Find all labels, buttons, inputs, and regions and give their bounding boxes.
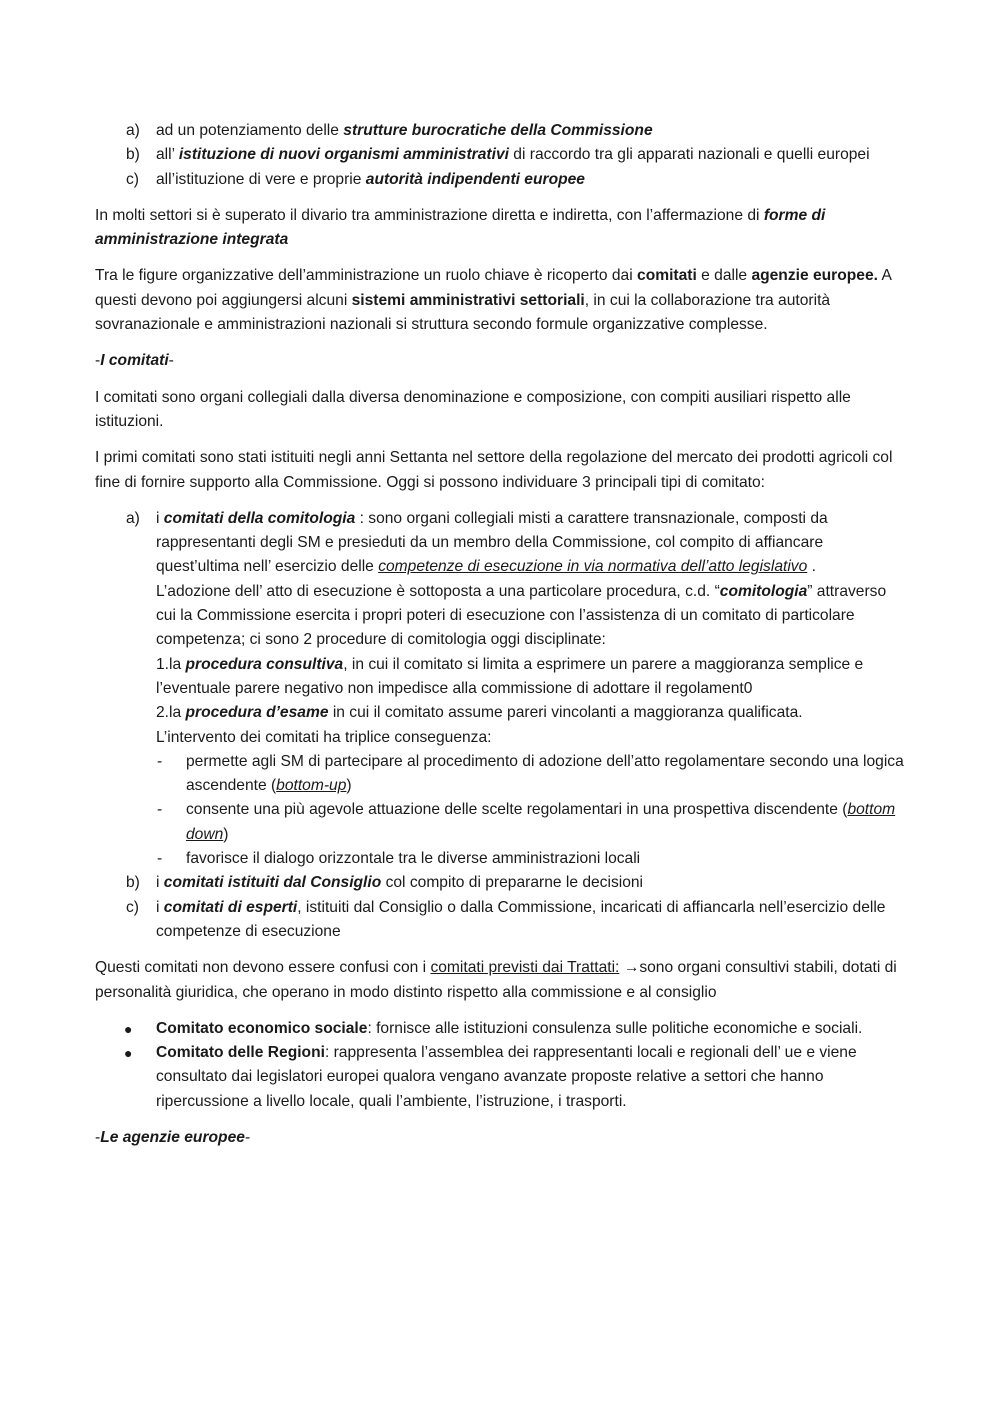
list-text: , istituiti dal Consiglio o dalla Commissione, incaricati di affiancarla nell’esercizio delle competenze di esecuzione (156, 898, 886, 940)
dash-list-item (95, 750, 905, 799)
list-text: ” attraverso cui la Commissione esercita i propri poteri di esecuzione con l’assistenza di un comitato di particolare competenza; ci sono 2 procedure di comitologia oggi disciplinate: (156, 582, 887, 649)
intervento-text: L’intervento dei comitati ha triplice conseguenza: (156, 728, 492, 746)
bullet-bold: Comitato delle Regioni (156, 1044, 325, 1062)
list-emphasis: istituzione di nuovi organismi amministrativi (178, 146, 509, 164)
bullet-icon: ● (124, 1020, 133, 1037)
list-text: , in cui il comitato si limita a esprimere un parere a maggioranza semplice e l’eventuale parere negativo non impedisce alla commissione di adottare il regolament0 (156, 655, 864, 697)
paragraph-text: , in cui la collaborazione tra autorità sovranazionale e amministrazioni nazionali si struttura secondo formule organizzative complesse. (95, 291, 831, 334)
list-item (95, 168, 905, 192)
list-text: all’istituzione di vere e proprie (156, 170, 366, 188)
heading-dash: - (244, 1128, 251, 1146)
list-text: all’ (156, 146, 179, 164)
intro-list (95, 119, 905, 192)
list-label: b) (126, 146, 140, 164)
paragraph-text: Questi comitati non devono essere confusi con i (95, 959, 431, 977)
list-item (95, 119, 905, 143)
underlined-text: comitati previsti dai Trattati: (430, 959, 620, 977)
procedure-esame (156, 701, 905, 725)
document-body (95, 119, 905, 1162)
list-text: 1.la (156, 655, 186, 673)
list-emphasis: autorità indipendenti europee (365, 170, 585, 188)
list-text: permette agli SM di partecipare al procedimento di adozione dell’atto regolamentare secondo una logica ascendente ( (186, 752, 904, 795)
list-emphasis: procedura d’esame (185, 704, 329, 722)
paragraph-text: Tra le figure organizzative dell’amministrazione un ruolo chiave è ricoperto dai (95, 267, 638, 285)
paragraph-bold: sistemi amministrativi settoriali (351, 291, 585, 309)
heading-dash: - (95, 1128, 101, 1146)
procedure-consultiva (156, 653, 905, 702)
paragraph-comitati-history: I primi comitati sono stati istituiti negli anni Settanta nel settore della regolazione del mercato dei prodotti agricoli col fine di fornire supporto alla Commissione. Oggi si possono individuare 3 principali tipi di comitato: (95, 449, 893, 491)
list-text: favorisce il dialogo orizzontale tra le diverse amministrazioni locali (186, 850, 641, 868)
list-text: i (156, 509, 164, 527)
paragraph-organizational-figures (95, 264, 905, 337)
dash-marker: - (157, 752, 163, 770)
paragraph-text: A questi devono poi aggiungersi alcuni (95, 267, 891, 309)
heading-title: Le agenzie europee (100, 1128, 245, 1146)
list-text: i (156, 874, 164, 892)
list-label: a) (126, 122, 140, 139)
list-label: c) (126, 170, 139, 188)
list-label: b) (126, 874, 140, 892)
paragraph-text: sono organi consultivi stabili, dotati di personalità giuridica, che operano in modo distinto rispetto alla commissione e al consiglio (95, 959, 897, 1001)
comitologia-description (156, 507, 905, 580)
paragraph-text: e dalle (696, 267, 752, 285)
paragraph-emphasis: forme di amministrazione integrata (95, 206, 826, 249)
list-text: . (807, 558, 816, 576)
bullet-text: : rappresenta l’assemblea dei rappresentanti locali e regionali dell’ ue e viene consultato dai legislatori europei qualora vengano avanzate proposte relative a settori che hanno ripercussione a livello locale, quali l’ambiente, l’istruzione, i trasporti. (156, 1044, 857, 1110)
list-emphasis: strutture burocratiche della Commissione (343, 122, 653, 139)
bullet-text: : fornisce alle istituzioni consulenza sulle politiche economiche e sociali. (367, 1019, 863, 1037)
list-emphasis: comitati istituiti dal Consiglio (163, 874, 382, 892)
arrow-icon: → (619, 959, 640, 977)
list-text: ad un potenziamento delle (156, 122, 344, 139)
list-emphasis: comitati di esperti (163, 898, 298, 916)
list-item (95, 143, 905, 167)
list-emphasis: comitologia (719, 582, 808, 600)
list-text: L’adozione dell’ atto di esecuzione è sottoposta a una particolare procedura, c.d. “ (156, 582, 720, 600)
list-item-consiglio (95, 871, 905, 895)
paragraph-comitati-definition: I comitati sono organi collegiali dalla diversa denominazione e composizione, con compiti ausiliari rispetto alle istituzioni. (95, 388, 851, 430)
dash-marker: - (157, 801, 163, 819)
list-text: : sono organi collegiali misti a carattere transnazionale, composti da rappresentanti degli SM e presieduti da un membro della Commissione, col compito di affiancare quest’ultima nell’ esercizio delle (156, 509, 828, 576)
list-text: consente una più agevole attuazione delle scelte regolamentari in una prospettiva discendente ( (186, 801, 848, 819)
dash-marker: - (157, 850, 163, 868)
paragraph-integrated-administration (95, 204, 905, 253)
list-text: in cui il comitato assume pareri vincolanti a maggioranza qualificata. (328, 704, 803, 722)
list-label: a) (126, 509, 140, 527)
list-emphasis: comitati della comitologia (163, 509, 356, 527)
comitati-types-list (95, 507, 905, 944)
list-text: ) (223, 825, 229, 843)
underlined-text: bottom-up (276, 777, 347, 795)
list-text: i (156, 898, 164, 916)
comitologia-procedure (156, 580, 905, 653)
heading-title: I comitati (100, 352, 169, 370)
paragraph-text: In molti settori si è superato il divario tra amministrazione diretta e indiretta, con l’affermazione di (95, 206, 764, 224)
underlined-text: bottom down (186, 801, 896, 843)
underlined-text: competenze di esecuzione in via normativa dell’atto legislativo (378, 558, 808, 576)
section-heading-comitati (95, 349, 905, 373)
dash-list-item (95, 798, 905, 847)
list-label: c) (126, 898, 139, 916)
list-text: col compito di prepararne le decisioni (381, 874, 644, 892)
bullet-list (95, 1017, 905, 1114)
bullet-item (95, 1041, 905, 1114)
bullet-bold: Comitato economico sociale (156, 1019, 368, 1037)
list-text: 2.la (156, 704, 186, 722)
list-item-esperti (95, 896, 905, 945)
paragraph-bold: agenzie europee. (751, 267, 878, 285)
dash-list-item (95, 847, 905, 871)
list-emphasis: procedura consultiva (185, 655, 344, 673)
section-heading-agenzie (95, 1126, 905, 1150)
paragraph-bold: comitati (637, 267, 697, 285)
heading-dash: - (95, 352, 101, 370)
paragraph-comitati-trattati (95, 956, 905, 1005)
list-text: di raccordo tra gli apparati nazionali e quelli europei (508, 146, 870, 164)
list-text: ) (346, 777, 352, 795)
bullet-icon: ● (124, 1045, 133, 1062)
bullet-item (95, 1017, 905, 1041)
list-item-comitologia (95, 507, 905, 750)
heading-dash: - (168, 352, 174, 370)
